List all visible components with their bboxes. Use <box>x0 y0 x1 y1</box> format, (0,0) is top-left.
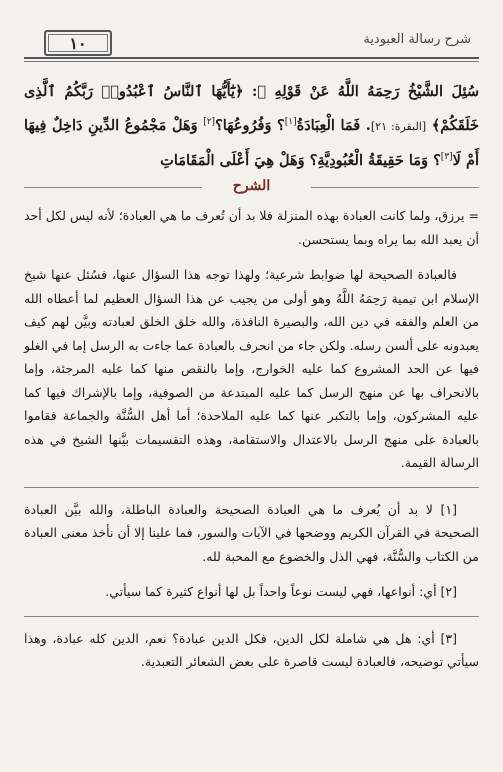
footnote-marker-2[interactable]: [٢] <box>203 117 216 127</box>
footnote-separator <box>24 616 479 617</box>
page-header <box>24 28 479 58</box>
page-number: ١٠ <box>69 33 87 53</box>
divider-line-left <box>24 187 202 188</box>
running-title: شرح رسالة العبودية <box>363 32 471 47</box>
matn-question-start: سُئِلَ الشَّيْخُ رَحِمَهُ اللَّهُ عَنْ قَوْلِهِ ﷻ: ﴿يَٰٓأَيُّهَا ٱلنَّاسُ ٱعْبُدُوا۟ رَبَّكُمُ ٱلَّذِى خَلَقَكُمْ﴾ <box>24 83 479 134</box>
commentary-paragraph-1: = يرزق، ولما كانت العبادة بهذه المنزلة فلا بد أن تُعرف ما هي العبادة؛ لأنه ليس لكل أحد أن يعبد الله بما يراه وبما يستحسن. <box>24 208 479 247</box>
header-rule <box>24 57 479 59</box>
matn-question-religion: وَهَلْ مَجْمُوعُ الدِّينِ دَاخِلٌ فِيهَا أَمْ لَا <box>24 116 479 169</box>
footnote-marker-1[interactable]: [١] <box>284 117 297 127</box>
matn-question-reality: ؟ وَمَا حَقِيقَةُ الْعُبُودِيَّةِ؟ وَهَلْ هِيَ أَعْلَى الْمَقَامَاتِ <box>160 151 441 169</box>
footnote-2: [٢] أي: أنواعها، فهي ليست نوعاً واحداً بل لها أنواع كثيرة كما سيأتي. <box>105 584 457 599</box>
matn-question-branches: ؟ وَفُرُوعُهَا؟ <box>215 116 285 134</box>
matn-question-ibadah: . فَمَا الْعِبَادَةُ <box>296 116 371 134</box>
commentary-body <box>24 204 479 686</box>
page-number-box <box>44 30 112 56</box>
commentary-heading: الشرح <box>232 178 271 194</box>
commentary-divider <box>24 178 479 196</box>
footnotes-divider <box>24 487 479 488</box>
header-rule-thin <box>24 61 479 62</box>
quran-reference: [البقرة: ٢١] <box>370 119 427 133</box>
commentary-paragraph-2: فالعبادة الصحيحة لها ضوابط شرعية؛ ولهذا توجه هذا السؤال عنها، فسُئل عنها شيخ الإسلام ابن تيمية رَحِمَهُ اللَّهُ وهو أولى من يجيب عن هذا السؤال العظيم لما أعطاه الله من العلم والفقه في دين الله، والبصيرة النافذة، والله خلق الخلق لعبادته وبيَّن لهم كيف يعبدونه على ألسن رسله. ولكن جاء من انحرف بالعبادة عما جاءت به الرسل إما في الغلو فيها عن الحد المشروع كما عليه الخوارج، وإما بالنقص منها كما عليه المرجئة، وإما بالانحراف بها عن منهج الرسل كما عليه المبتدعة من الصوفية، وإما بالإشراك فيها كما عليه المشركون، وإما بالتكبر عنها كما عليه الملاحدة؛ أما أهل السُّنَّة والجماعة فقاموا بالعبادة على منهج الرسل بالاعتدال والاستقامة، وهذه التقسيمات بيَّنها الشيخ في هذه الرسالة القيمة. <box>24 267 479 470</box>
divider-line-right <box>311 187 479 188</box>
footnote-marker-3[interactable]: [٣] <box>440 151 453 162</box>
main-text <box>24 76 479 176</box>
footnote-1: [١] لا بد أن يُعرف ما هي العبادة الصحيحة والعبادة الباطلة، والله بيَّن العبادة الصحيحة في القرآن الكريم ووضحها في الآيات والسور، فما علينا إلا أن نأخذ معنى العبادة من الكتاب والسُّنَّة، فهي الذل والخضوع مع المحبة لله. <box>24 501 479 564</box>
footnote-3: [٣] أي: هل هي شاملة لكل الدين، فكل الدين عبادة؟ نعم، الدين كله عبادة، وهذا سيأتي توضيحه، فالعبادة ليست قاصرة على بعض الشعائر التعبدية. <box>24 630 479 669</box>
